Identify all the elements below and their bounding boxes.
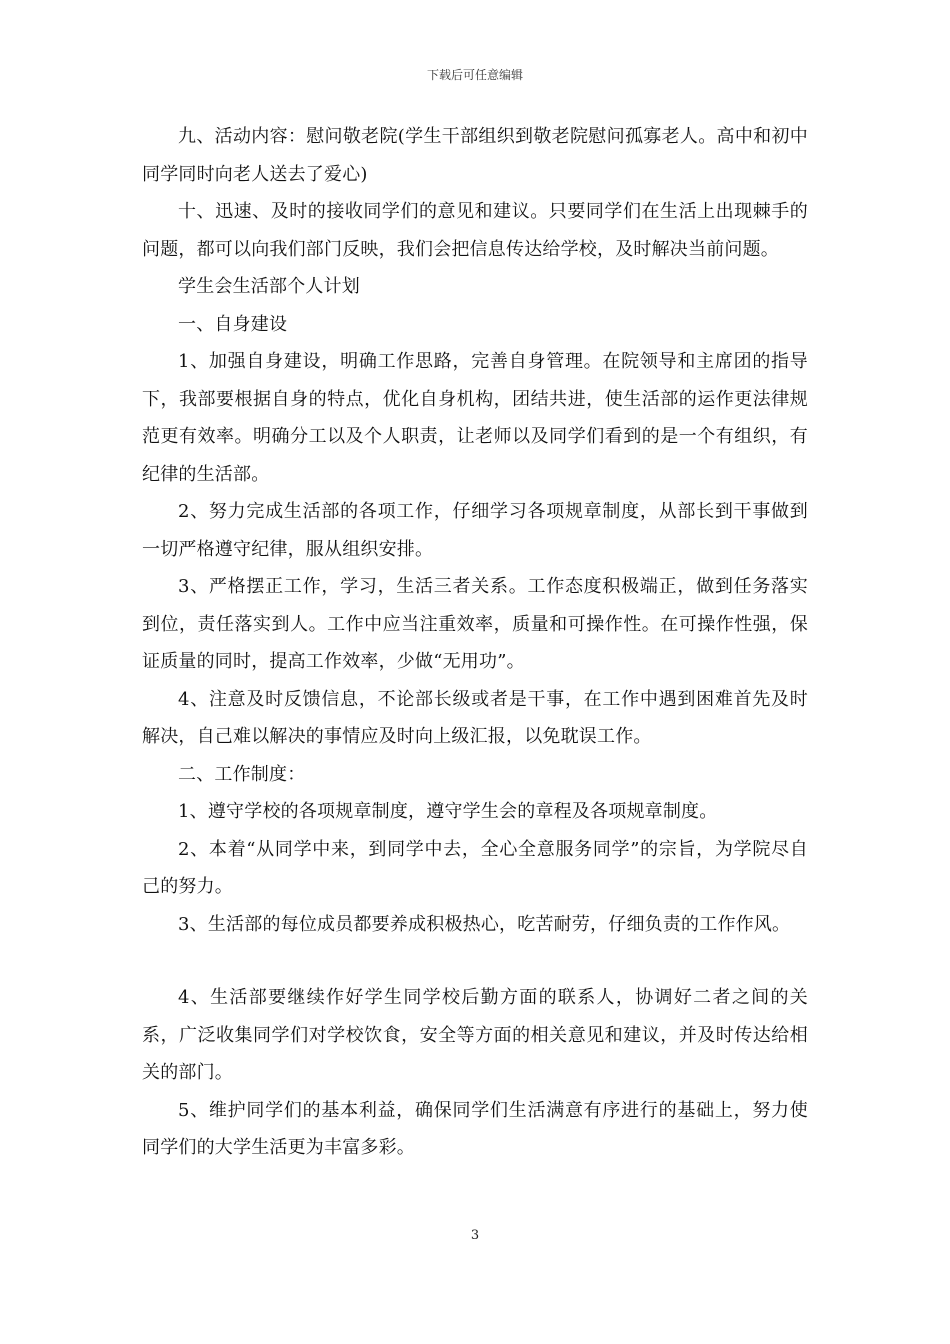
paragraph-self-building-4: 4、注意及时反馈信息，不论部长级或者是干事，在工作中遇到困难首先及时解决，自己难以解决的事情应及时向上级汇报，以免耽误工作。 [142, 688, 808, 747]
page-header: 下载后可任意编辑 [426, 68, 523, 82]
paragraph-self-building-1: 1、加强自身建设，明确工作思路，完善自身管理。在院领导和主席团的指导下，我部要根据自身的特点，优化自身机构，团结共进，使生活部的运作更法律规范更有效率。明确分工以及个人职责，让老师以及同学们看到的是一个有组织，有纪律的生活部。 [142, 351, 808, 485]
paragraph-gap [142, 943, 808, 979]
page-number: 3 [470, 1228, 480, 1243]
paragraph-activity-content: 九、活动内容：慰问敬老院(学生干部组织到敬老院慰问孤寡老人。高中和初中同学同时向老人送去了爱心) [142, 126, 808, 185]
document-body [142, 118, 808, 1167]
paragraph-work-system-5: 5、维护同学们的基本利益，确保同学们生活满意有序进行的基础上，努力使同学们的大学生活更为丰富多彩。 [142, 1099, 808, 1158]
paragraph-self-building-3: 3、严格摆正工作，学习，生活三者关系。工作态度积极端正，做到任务落实到位，责任落实到人。工作中应当注重效率，质量和可操作性。在可操作性强，保证质量的同时，提高工作效率，少做“无用功”。 [142, 576, 808, 672]
paragraph-work-system-4: 4、生活部要继续作好学生同学校后勤方面的联系人，协调好二者之间的关系，广泛收集同学们对学校饮食，安全等方面的相关意见和建议，并及时传达给相关的部门。 [142, 987, 808, 1083]
paragraph-work-system-1: 1、遵守学校的各项规章制度，遵守学生会的章程及各项规章制度。 [178, 801, 718, 822]
heading-self-building: 一、自身建设 [178, 313, 288, 335]
paragraph-feedback: 十、迅速、及时的接收同学们的意见和建议。只要同学们在生活上出现棘手的问题，都可以向我们部门反映，我们会把信息传达给学校，及时解决当前问题。 [142, 201, 808, 260]
paragraph-work-system-2: 2、本着“从同学中来，到同学中去，全心全意服务同学”的宗旨，为学院尽自己的努力。 [142, 838, 808, 897]
paragraph-self-building-2: 2、努力完成生活部的各项工作，仔细学习各项规章制度，从部长到干事做到一切严格遵守纪律，服从组织安排。 [142, 501, 808, 560]
paragraph-work-system-3: 3、生活部的每位成员都要养成积极热心，吃苦耐劳，仔细负责的工作作风。 [178, 913, 791, 935]
heading-work-system: 二、工作制度： [178, 763, 306, 785]
section-title-personal-plan: 学生会生活部个人计划 [178, 276, 360, 297]
